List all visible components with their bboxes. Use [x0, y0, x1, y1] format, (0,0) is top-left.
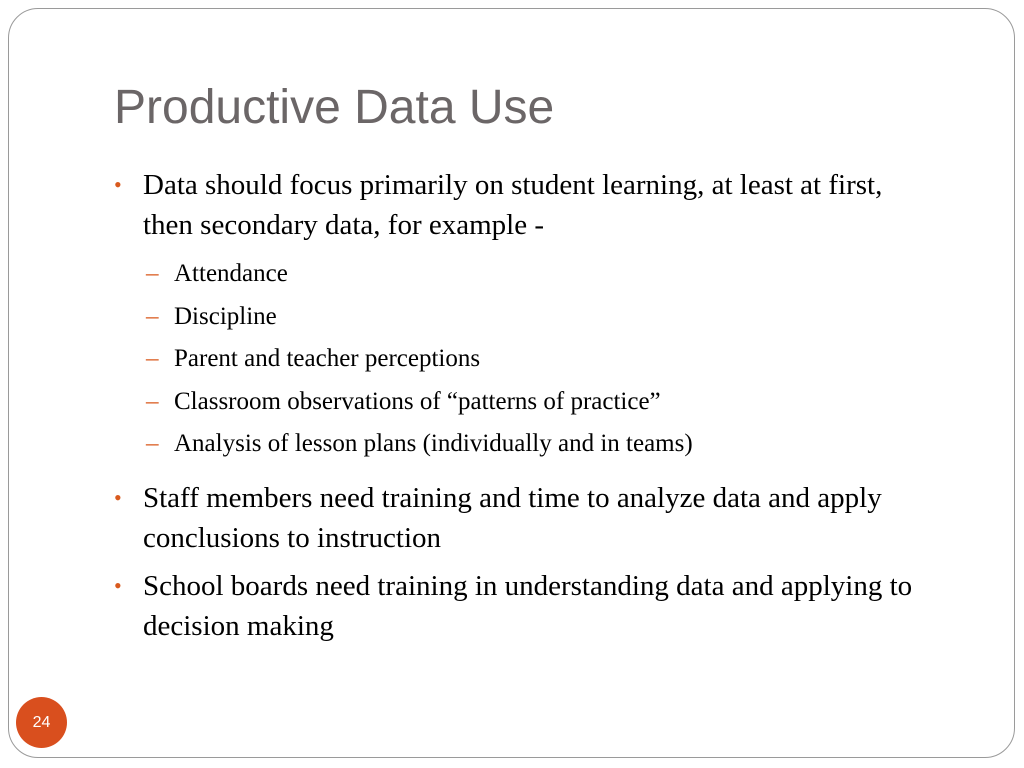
bullet-dot-icon: • — [114, 484, 122, 510]
sub-bullet-item — [114, 253, 934, 296]
bullet-text: Staff members need training and time to analyze data and apply conclusions to instruction — [143, 481, 882, 554]
sub-bullet-text: Attendance — [174, 260, 288, 287]
slide-title: Productive Data Use — [114, 81, 555, 134]
bullet-dot-icon: • — [114, 572, 122, 598]
sub-bullet-text: Discipline — [174, 302, 277, 330]
dash-icon: – — [146, 430, 159, 457]
dash-icon: – — [146, 260, 159, 287]
dash-icon: – — [146, 302, 159, 330]
bullet-item — [114, 165, 934, 245]
bullet-text: Data should focus primarily on student learning, at least at first, then secondary data, for example - — [143, 169, 883, 241]
dash-icon: – — [146, 387, 159, 415]
slide-content — [114, 165, 934, 654]
page-number-badge: 24 — [16, 697, 67, 748]
sub-bullet-text: Analysis of lesson plans (individually and in teams) — [174, 430, 693, 457]
dash-icon: – — [146, 345, 159, 372]
sub-bullet-text: Parent and teacher perceptions — [174, 345, 481, 372]
sub-bullet-item — [114, 381, 934, 424]
sub-bullet-item — [114, 338, 934, 381]
bullet-item — [114, 566, 934, 646]
bullet-item — [114, 478, 934, 558]
sub-bullet-item — [114, 296, 934, 339]
bullet-dot-icon: • — [114, 172, 122, 197]
sub-bullet-list — [114, 253, 934, 466]
sub-bullet-text: Classroom observations of “patterns of practice” — [174, 387, 661, 415]
sub-bullet-item — [114, 423, 934, 466]
bullet-text: School boards need training in understanding data and applying to decision making — [143, 569, 913, 642]
